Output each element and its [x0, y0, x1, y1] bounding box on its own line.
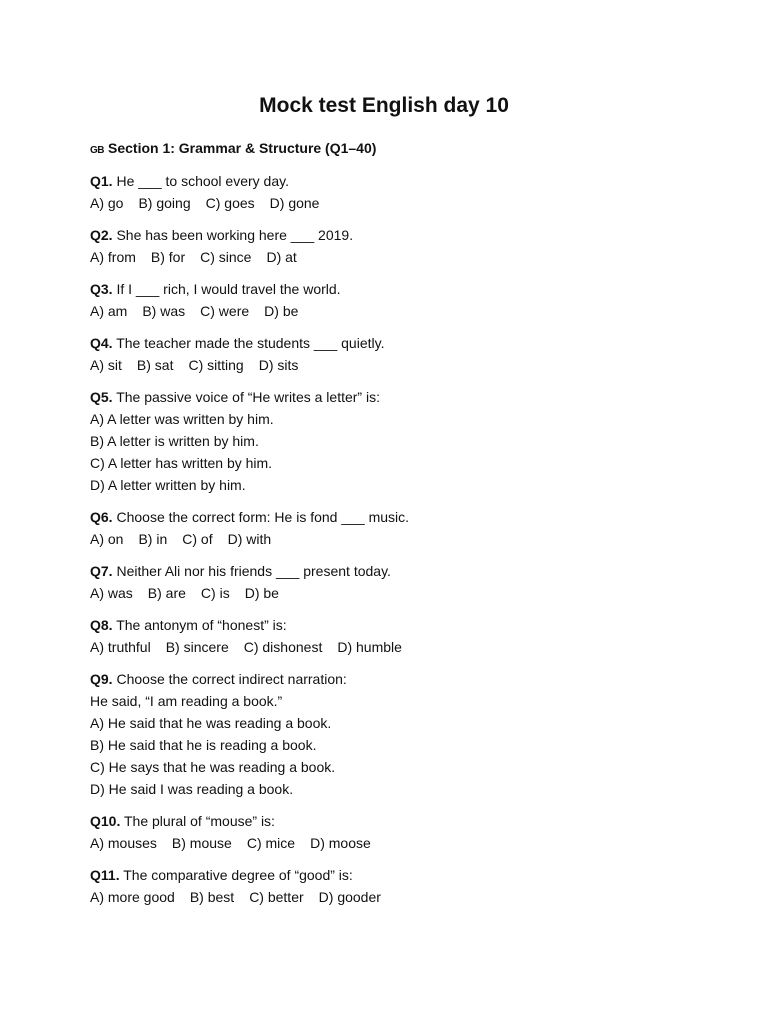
question-text: The teacher made the students ___ quietly. [116, 335, 385, 351]
answer-option: D) moose [310, 835, 371, 851]
question-stem [90, 278, 710, 300]
question-10 [90, 810, 710, 854]
question-stem [90, 170, 710, 192]
question-number: Q7. [90, 563, 113, 579]
answer-option: C) is [200, 585, 230, 601]
option-row [90, 430, 710, 452]
answer-option: B) in [138, 531, 168, 547]
answer-option: C) since [200, 249, 252, 265]
question-stem [90, 386, 710, 408]
question-stem [90, 810, 710, 832]
option-row [90, 690, 710, 712]
question-7 [90, 560, 710, 604]
answer-option: C) were [200, 303, 250, 319]
option-row [90, 756, 710, 778]
page-title: Mock test English day 10 [259, 94, 509, 117]
answer-option: A) A letter was written by him. [90, 411, 274, 427]
answer-option: B) best [189, 889, 235, 905]
question-6 [90, 506, 710, 550]
option-row [90, 778, 710, 800]
question-text: He ___ to school every day. [116, 173, 289, 189]
question-number: Q11. [90, 867, 120, 883]
answer-option: B) mouse [171, 835, 232, 851]
option-row [90, 452, 710, 474]
question-text: Choose the correct form: He is fond ___ music. [116, 509, 410, 525]
answer-option: D) humble [337, 639, 402, 655]
question-number: Q5. [90, 389, 113, 405]
option-row [90, 300, 710, 322]
section-label: Section 1: Grammar & Structure (Q1–40) [108, 140, 377, 156]
question-stem [90, 614, 710, 636]
question-list [90, 170, 710, 918]
answer-option: D) be [244, 585, 279, 601]
question-1 [90, 170, 710, 214]
answer-option: C) goes [205, 195, 255, 211]
answer-option: D) sits [258, 357, 299, 373]
question-text: She has been working here ___ 2019. [116, 227, 354, 243]
question-stem [90, 864, 710, 886]
answer-option: D) at [266, 249, 297, 265]
option-row [90, 474, 710, 496]
question-number: Q8. [90, 617, 113, 633]
question-number: Q2. [90, 227, 113, 243]
option-row [90, 246, 710, 268]
question-4 [90, 332, 710, 376]
question-number: Q6. [90, 509, 113, 525]
option-row [90, 886, 710, 908]
question-2 [90, 224, 710, 268]
question-stem [90, 668, 710, 690]
answer-option: A) am [90, 303, 128, 319]
question-text: If I ___ rich, I would travel the world. [116, 281, 341, 297]
option-row [90, 582, 710, 604]
answer-option: D) with [227, 531, 272, 547]
answer-option: B) was [142, 303, 186, 319]
option-row [90, 712, 710, 734]
question-number: Q3. [90, 281, 113, 297]
question-text: The passive voice of “He writes a letter” is: [116, 389, 380, 405]
option-row [90, 832, 710, 854]
answer-option: D) gooder [318, 889, 381, 905]
answer-option: D) He said I was reading a book. [90, 781, 294, 797]
option-row [90, 636, 710, 658]
question-number: Q9. [90, 671, 113, 687]
option-row [90, 192, 710, 214]
gb-flag-icon: GB [90, 145, 104, 156]
answer-option: B) sincere [165, 639, 229, 655]
question-text: Choose the correct indirect narration: [116, 671, 347, 687]
question-5 [90, 386, 710, 496]
option-row [90, 408, 710, 430]
question-9 [90, 668, 710, 800]
question-text: Neither Ali nor his friends ___ present today. [116, 563, 391, 579]
question-text: The plural of “mouse” is: [124, 813, 275, 829]
question-number: Q10. [90, 813, 121, 829]
question-stem [90, 560, 710, 582]
question-number: Q4. [90, 335, 113, 351]
question-stem [90, 332, 710, 354]
question-number: Q1. [90, 173, 113, 189]
answer-option: A) from [90, 249, 136, 265]
question-text: The comparative degree of “good” is: [123, 867, 353, 883]
answer-option: C) better [249, 889, 304, 905]
answer-option: C) dishonest [243, 639, 323, 655]
option-row [90, 734, 710, 756]
answer-option: A) sit [90, 357, 122, 373]
question-stem [90, 506, 710, 528]
answer-option: A) truthful [90, 639, 151, 655]
section-heading [90, 140, 376, 156]
answer-option: B) going [138, 195, 191, 211]
answer-option: C) mice [246, 835, 296, 851]
answer-option: A) mouses [90, 835, 157, 851]
answer-option: B) sat [136, 357, 174, 373]
question-text: The antonym of “honest” is: [116, 617, 287, 633]
answer-option: D) be [264, 303, 299, 319]
answer-option: C) He says that he was reading a book. [90, 759, 336, 775]
answer-option: D) A letter written by him. [90, 477, 246, 493]
question-3 [90, 278, 710, 322]
answer-option: B) are [147, 585, 186, 601]
answer-option: B) He said that he is reading a book. [90, 737, 317, 753]
question-8 [90, 614, 710, 658]
answer-option: C) A letter has written by him. [90, 455, 273, 471]
answer-option: He said, “I am reading a book.” [90, 693, 283, 709]
option-row [90, 354, 710, 376]
answer-option: A) was [90, 585, 133, 601]
answer-option: C) of [182, 531, 213, 547]
answer-option: D) gone [269, 195, 320, 211]
question-11 [90, 864, 710, 908]
answer-option: B) A letter is written by him. [90, 433, 259, 449]
answer-option: A) on [90, 531, 124, 547]
answer-option: A) go [90, 195, 124, 211]
answer-option: C) sitting [188, 357, 244, 373]
option-row [90, 528, 710, 550]
answer-option: A) more good [90, 889, 175, 905]
answer-option: B) for [150, 249, 186, 265]
answer-option: A) He said that he was reading a book. [90, 715, 332, 731]
question-stem [90, 224, 710, 246]
